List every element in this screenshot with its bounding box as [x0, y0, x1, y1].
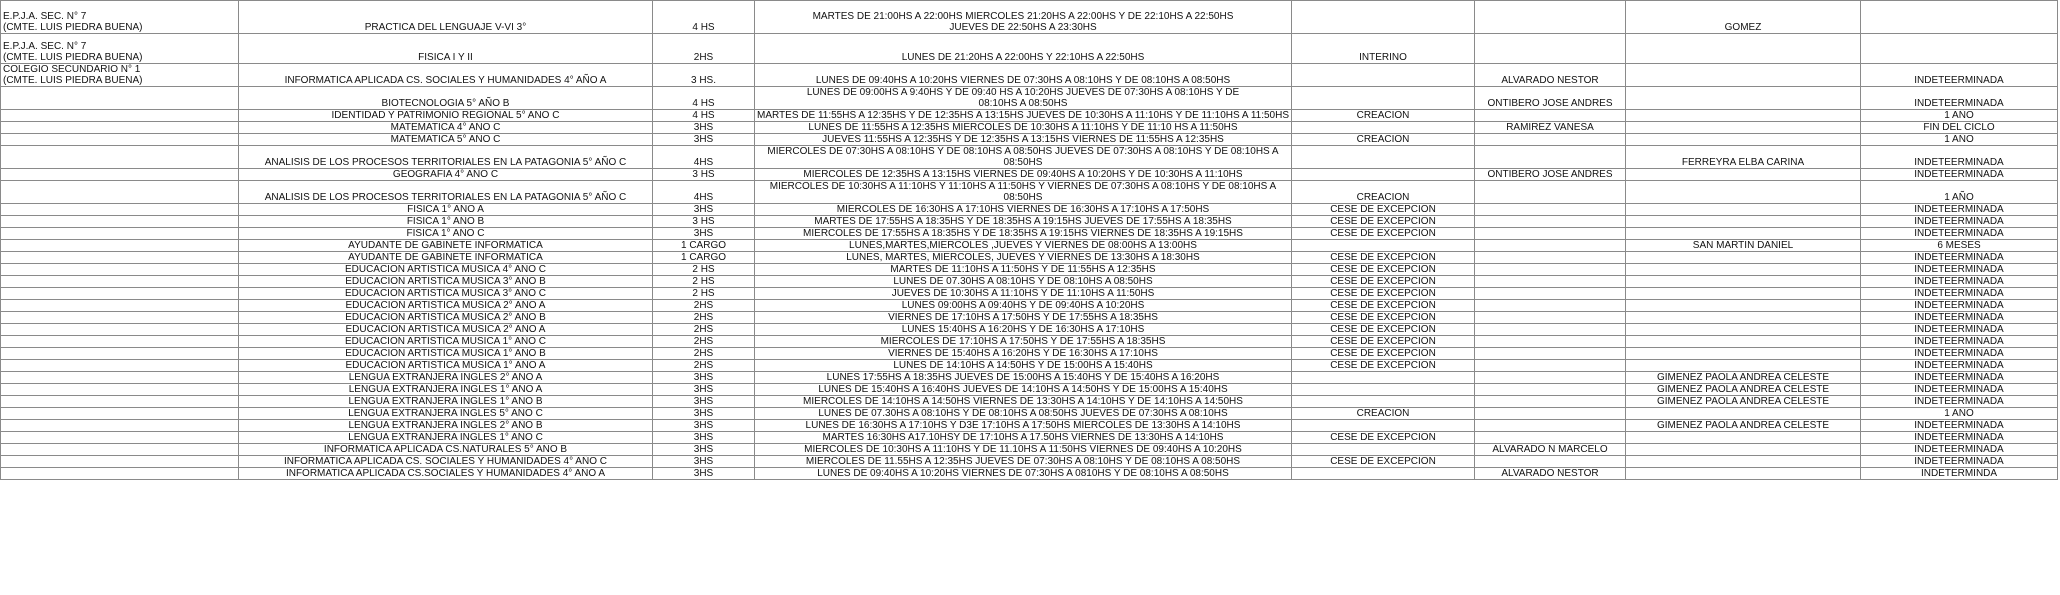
cell-term: INDETEERMINADA — [1861, 204, 2058, 216]
cell-schedule: LUNES, MARTES, MIERCOLES, JUEVES Y VIERNES DE 13:30HS A 18:30HS — [755, 252, 1292, 264]
cell-status: CESE DE EXCEPCION — [1292, 312, 1475, 324]
cell-school — [1, 456, 239, 468]
cell-subject: FISICA 1° AÑO C — [239, 228, 653, 240]
cell-hours: 2HS — [653, 34, 755, 64]
cell-hours: 4 HS — [653, 110, 755, 122]
cell-schedule: LUNES DE 16:30HS A 17:10HS Y D3E 17:10HS A 17:50HS MIERCOLES DE 13:30HS A 14:10HS — [755, 420, 1292, 432]
table-row — [1, 228, 2058, 240]
cell-person-alt — [1626, 348, 1861, 360]
cell-term: INDETEERMINADA — [1861, 216, 2058, 228]
cell-person-alt — [1626, 216, 1861, 228]
table-row — [1, 87, 2058, 110]
cell-subject: ANALISIS DE LOS PROCESOS TERRITORIALES EN LA PATAGONIA 5° AÑO C — [239, 181, 653, 204]
cell-hours: 3HS — [653, 384, 755, 396]
cell-person: ALVARADO NESTOR — [1475, 64, 1626, 87]
cell-schedule: MIERCOLES DE 12:35HS A 13:15HS VIERNES DE 09:40HS A 10:20HS Y DE 10:30HS A 11:10HS — [755, 169, 1292, 181]
cell-hours: 2HS — [653, 336, 755, 348]
table-row — [1, 336, 2058, 348]
cell-schedule: MARTES DE 17:55HS A 18:35HS Y DE 18:35HS A 19:15HS JUEVES DE 17:55HS A 18:35HS — [755, 216, 1292, 228]
cell-person-alt — [1626, 336, 1861, 348]
cell-term: INDETEERMINADA — [1861, 252, 2058, 264]
cell-subject: FISICA 1° AÑO B — [239, 216, 653, 228]
cell-subject: INFORMATICA APLICADA CS.NATURALES 5° AÑO B — [239, 444, 653, 456]
cell-subject: LENGUA EXTRANJERA INGLES 2° AÑO B — [239, 420, 653, 432]
cell-school — [1, 324, 239, 336]
cell-status — [1292, 420, 1475, 432]
table-row — [1, 276, 2058, 288]
cell-term: INDETEERMINADA — [1861, 324, 2058, 336]
cell-status: CESE DE EXCEPCION — [1292, 276, 1475, 288]
cell-status: CREACION — [1292, 408, 1475, 420]
cell-status — [1292, 372, 1475, 384]
cell-schedule: VIERNES DE 17:10HS A 17:50HS Y DE 17:55HS A 18:35HS — [755, 312, 1292, 324]
cell-person-alt — [1626, 34, 1861, 64]
cell-subject: LENGUA EXTRANJERA INGLES 1° AÑO A — [239, 384, 653, 396]
table-body — [1, 1, 2058, 480]
cell-school — [1, 252, 239, 264]
cell-term: INDETERMINDA — [1861, 468, 2058, 480]
cell-school — [1, 110, 239, 122]
cell-hours: 2HS — [653, 300, 755, 312]
cell-status: CESE DE EXCEPCION — [1292, 216, 1475, 228]
cell-subject: INFORMATICA APLICADA CS. SOCIALES Y HUMANIDADES 4° AÑO A — [239, 64, 653, 87]
cell-hours: 3HS — [653, 468, 755, 480]
cell-school — [1, 384, 239, 396]
cell-person-alt: GIMENEZ PAOLA ANDREA CELESTE — [1626, 396, 1861, 408]
cell-subject: AYUDANTE DE GABINETE INFORMATICA — [239, 252, 653, 264]
cell-person: ALVARADO NESTOR — [1475, 468, 1626, 480]
cell-hours: 3HS — [653, 420, 755, 432]
cell-schedule: MIERCOLES DE 11.55HS A 12:35HS JUEVES DE 07:30HS A 08:10HS Y DE 08:10HS A 08:50HS — [755, 456, 1292, 468]
cell-person-alt — [1626, 181, 1861, 204]
cell-subject: INFORMATICA APLICADA CS.SOCIALES Y HUMANIDADES 4° AÑO A — [239, 468, 653, 480]
cell-subject: GEOGRAFIA 4° AÑO C — [239, 169, 653, 181]
cell-term: INDETEERMINADA — [1861, 444, 2058, 456]
cell-hours: 3 HS. — [653, 64, 755, 87]
cell-school — [1, 360, 239, 372]
cell-school — [1, 288, 239, 300]
table-row — [1, 240, 2058, 252]
table-row — [1, 372, 2058, 384]
cell-term: INDETEERMINADA — [1861, 288, 2058, 300]
cell-person — [1475, 324, 1626, 336]
cell-schedule: LUNES DE 11:55HS A 12:35HS MIERCOLES DE 10:30HS A 11:10HS Y DE 11:10 HS A 11:50HS — [755, 122, 1292, 134]
cell-hours: 2 HS — [653, 264, 755, 276]
cell-schedule: MIERCOLES DE 10:30HS A 11:10HS Y DE 11.10HS A 11:50HS VIERNES DE 09:40HS A 10:20HS — [755, 444, 1292, 456]
cell-status: INTERINO — [1292, 34, 1475, 64]
cell-person — [1475, 252, 1626, 264]
cell-person-alt: GOMEZ — [1626, 1, 1861, 34]
table-row — [1, 216, 2058, 228]
table-row — [1, 456, 2058, 468]
cell-schedule: LUNES 17:55HS A 18:35HS JUEVES DE 15:00HS A 15:40HS Y DE 15:40HS A 16:20HS — [755, 372, 1292, 384]
cell-school — [1, 146, 239, 169]
cell-person — [1475, 456, 1626, 468]
cell-term: INDETEERMINADA — [1861, 336, 2058, 348]
cell-person — [1475, 216, 1626, 228]
cell-subject: MATEMATICA 5° AÑO C — [239, 134, 653, 146]
cell-status: CESE DE EXCEPCION — [1292, 288, 1475, 300]
cell-term — [1861, 1, 2058, 34]
cell-schedule: MIERCOLES DE 17:10HS A 17:50HS Y DE 17:55HS A 18:35HS — [755, 336, 1292, 348]
cell-person — [1475, 408, 1626, 420]
cell-schedule: LUNES DE 14:10HS A 14:50HS Y DE 15:00HS A 15:40HS — [755, 360, 1292, 372]
cell-person-alt — [1626, 432, 1861, 444]
cell-person-alt — [1626, 408, 1861, 420]
cell-schedule: MARTES DE 11:55HS A 12:35HS Y DE 12:35HS A 13:15HS JUEVES DE 10:30HS A 11:10HS Y DE 11:10HS A 11:50HS — [755, 110, 1292, 122]
cell-school — [1, 169, 239, 181]
cell-school — [1, 396, 239, 408]
cell-subject: EDUCACION ARTISTICA MUSICA 2° AÑO A — [239, 300, 653, 312]
cell-term: INDETEERMINADA — [1861, 87, 2058, 110]
cell-person-alt: FERREYRA ELBA CARINA — [1626, 146, 1861, 169]
cell-subject: IDENTIDAD Y PATRIMONIO REGIONAL 5° AÑO C — [239, 110, 653, 122]
table-row — [1, 264, 2058, 276]
cell-person-alt — [1626, 134, 1861, 146]
cell-person — [1475, 134, 1626, 146]
cell-subject: EDUCACION ARTISTICA MUSICA 2° AÑO A — [239, 324, 653, 336]
cell-term: INDETEERMINADA — [1861, 396, 2058, 408]
cell-schedule: MARTES DE 21:00HS A 22:00HS MIERCOLES 21:20HS A 22:00HS Y DE 22:10HS A 22:50HS JUEVES DE 22:50HS A 23:30HS — [755, 1, 1292, 34]
cell-subject: EDUCACION ARTISTICA MUSICA 3° AÑO C — [239, 288, 653, 300]
cell-person — [1475, 372, 1626, 384]
cell-person-alt — [1626, 468, 1861, 480]
cell-person-alt — [1626, 288, 1861, 300]
cell-status — [1292, 396, 1475, 408]
cell-hours: 1 CARGO — [653, 240, 755, 252]
cell-status: CESE DE EXCEPCION — [1292, 264, 1475, 276]
cell-schedule: LUNES,MARTES,MIERCOLES ,JUEVES Y VIERNES DE 08:00HS A 13:00HS — [755, 240, 1292, 252]
cell-status: CESE DE EXCEPCION — [1292, 336, 1475, 348]
cell-hours: 4HS — [653, 146, 755, 169]
cell-status: CESE DE EXCEPCION — [1292, 252, 1475, 264]
cell-subject: MATEMATICA 4° AÑO C — [239, 122, 653, 134]
cell-person: ONTIBERO JOSE ANDRES — [1475, 87, 1626, 110]
cell-hours: 3HS — [653, 228, 755, 240]
cell-school — [1, 312, 239, 324]
table-row — [1, 1, 2058, 34]
cell-term: 1 AÑO — [1861, 110, 2058, 122]
table-row — [1, 146, 2058, 169]
cell-schedule: MIERCOLES DE 14:10HS A 14:50HS VIERNES DE 13:30HS A 14:10HS Y DE 14:10HS A 14:50HS — [755, 396, 1292, 408]
cell-person — [1475, 336, 1626, 348]
cell-school — [1, 348, 239, 360]
cell-person-alt — [1626, 122, 1861, 134]
cell-schedule: VIERNES DE 15:40HS A 16:20HS Y DE 16:30HS A 17:10HS — [755, 348, 1292, 360]
cell-person — [1475, 276, 1626, 288]
cell-status — [1292, 468, 1475, 480]
cell-subject: EDUCACION ARTISTICA MUSICA 4° AÑO C — [239, 264, 653, 276]
cell-status: CREACION — [1292, 134, 1475, 146]
cell-person-alt — [1626, 252, 1861, 264]
table-row — [1, 420, 2058, 432]
cell-school — [1, 276, 239, 288]
cell-subject: LENGUA EXTRANJERA INGLES 1° AÑO C — [239, 432, 653, 444]
cell-schedule: LUNES DE 07.30HS A 08:10HS Y DE 08:10HS A 08:50HS JUEVES DE 07:30HS A 08:10HS — [755, 408, 1292, 420]
cell-term: INDETEERMINADA — [1861, 228, 2058, 240]
cell-schedule: JUEVES DE 10:30HS A 11:10HS Y DE 11:10HS A 11:50HS — [755, 288, 1292, 300]
cell-status — [1292, 169, 1475, 181]
cell-person-alt — [1626, 456, 1861, 468]
cell-term: INDETEERMINADA — [1861, 264, 2058, 276]
table-row — [1, 444, 2058, 456]
cell-person-alt — [1626, 64, 1861, 87]
cell-term: INDETEERMINADA — [1861, 360, 2058, 372]
cell-term: INDETEERMINADA — [1861, 372, 2058, 384]
cell-term — [1861, 34, 2058, 64]
cell-person — [1475, 288, 1626, 300]
cell-term: INDETEERMINADA — [1861, 300, 2058, 312]
table-row — [1, 408, 2058, 420]
cell-term: INDETEERMINADA — [1861, 312, 2058, 324]
cell-term: INDETEERMINADA — [1861, 432, 2058, 444]
cell-person — [1475, 348, 1626, 360]
cell-hours: 2 HS — [653, 276, 755, 288]
cell-person-alt: GIMENEZ PAOLA ANDREA CELESTE — [1626, 384, 1861, 396]
cell-person-alt — [1626, 360, 1861, 372]
cell-school — [1, 336, 239, 348]
cell-person — [1475, 396, 1626, 408]
cell-person-alt — [1626, 324, 1861, 336]
cell-person-alt: GIMENEZ PAOLA ANDREA CELESTE — [1626, 372, 1861, 384]
cell-person — [1475, 110, 1626, 122]
cell-status: CESE DE EXCEPCION — [1292, 228, 1475, 240]
cell-subject: LENGUA EXTRANJERA INGLES 1° AÑO B — [239, 396, 653, 408]
cell-school — [1, 204, 239, 216]
cell-subject: FISICA I Y II — [239, 34, 653, 64]
cell-hours: 1 CARGO — [653, 252, 755, 264]
cell-term: INDETEERMINADA — [1861, 146, 2058, 169]
cell-school — [1, 87, 239, 110]
cell-status: CESE DE EXCEPCION — [1292, 324, 1475, 336]
cell-hours: 3HS — [653, 444, 755, 456]
cell-status — [1292, 122, 1475, 134]
cell-person: RAMIREZ VANESA — [1475, 122, 1626, 134]
cell-person — [1475, 300, 1626, 312]
cell-schedule: MIERCOLES DE 10:30HS A 11:10HS Y 11:10HS A 11:50HS Y VIERNES DE 07:30HS A 08:10HS Y DE 08:10HS A 08:50HS — [755, 181, 1292, 204]
table-row — [1, 252, 2058, 264]
cell-hours: 3 HS — [653, 169, 755, 181]
cell-hours: 2HS — [653, 348, 755, 360]
cell-person-alt — [1626, 276, 1861, 288]
table-row — [1, 432, 2058, 444]
cell-school: E.P.J.A. SEC. N° 7 (CMTE. LUIS PIEDRA BUENA) — [1, 34, 239, 64]
cell-term: INDETEERMINADA — [1861, 169, 2058, 181]
cell-subject: ANALISIS DE LOS PROCESOS TERRITORIALES EN LA PATAGONIA 5° AÑO C — [239, 146, 653, 169]
cell-subject: LENGUA EXTRANJERA INGLES 2° AÑO A — [239, 372, 653, 384]
cell-term: INDETEERMINADA — [1861, 456, 2058, 468]
cell-person — [1475, 240, 1626, 252]
cell-school — [1, 240, 239, 252]
cell-status — [1292, 1, 1475, 34]
cell-subject: PRACTICA DEL LENGUAJE V-VI 3° — [239, 1, 653, 34]
cell-hours: 4 HS — [653, 1, 755, 34]
cell-status: CESE DE EXCEPCION — [1292, 300, 1475, 312]
cell-person — [1475, 420, 1626, 432]
cell-person-alt — [1626, 444, 1861, 456]
cell-person-alt: SAN MARTIN DANIEL — [1626, 240, 1861, 252]
cell-hours: 4 HS — [653, 87, 755, 110]
cell-person-alt — [1626, 312, 1861, 324]
cell-schedule: LUNES DE 09:00HS A 9:40HS Y DE 09:40 HS A 10:20HS JUEVES DE 07:30HS A 08:10HS Y DE 08:10HS A 08:50HS — [755, 87, 1292, 110]
cell-status — [1292, 64, 1475, 87]
table-row — [1, 348, 2058, 360]
cell-subject: INFORMATICA APLICADA CS. SOCIALES Y HUMANIDADES 4° AÑO C — [239, 456, 653, 468]
cell-status: CESE DE EXCEPCION — [1292, 204, 1475, 216]
table-row — [1, 396, 2058, 408]
cell-term: INDETEERMINADA — [1861, 276, 2058, 288]
cell-school — [1, 420, 239, 432]
cell-hours: 3HS — [653, 432, 755, 444]
cell-schedule: LUNES DE 15:40HS A 16:40HS JUEVES DE 14:10HS A 14:50HS Y DE 15:00HS A 15:40HS — [755, 384, 1292, 396]
cell-status: CREACION — [1292, 110, 1475, 122]
cell-schedule: MIERCOLES DE 16:30HS A 17:10HS VIERNES DE 16:30HS A 17:10HS A 17:50HS — [755, 204, 1292, 216]
cell-term: 6 MESES — [1861, 240, 2058, 252]
cell-school — [1, 264, 239, 276]
cell-status: CESE DE EXCEPCION — [1292, 360, 1475, 372]
cell-term: 1 AÑO — [1861, 134, 2058, 146]
cell-person — [1475, 312, 1626, 324]
cell-status: CESE DE EXCEPCION — [1292, 348, 1475, 360]
table-row — [1, 204, 2058, 216]
cell-person-alt — [1626, 228, 1861, 240]
table-row — [1, 110, 2058, 122]
cell-term: INDETEERMINADA — [1861, 420, 2058, 432]
cell-person: ONTIBERO JOSE ANDRES — [1475, 169, 1626, 181]
cell-school — [1, 216, 239, 228]
table-row — [1, 384, 2058, 396]
cell-subject: AYUDANTE DE GABINETE INFORMATICA — [239, 240, 653, 252]
cell-term: 1 AÑO — [1861, 181, 2058, 204]
cell-schedule: LUNES DE 07.30HS A 08:10HS Y DE 08:10HS A 08:50HS — [755, 276, 1292, 288]
cell-school — [1, 228, 239, 240]
cell-subject: EDUCACION ARTISTICA MUSICA 2° AÑO B — [239, 312, 653, 324]
cell-hours: 3HS — [653, 122, 755, 134]
cell-status: CESE DE EXCEPCION — [1292, 456, 1475, 468]
cell-hours: 2HS — [653, 312, 755, 324]
cell-hours: 3HS — [653, 134, 755, 146]
cell-hours: 4HS — [653, 181, 755, 204]
cell-person — [1475, 146, 1626, 169]
cell-school — [1, 134, 239, 146]
cell-person — [1475, 228, 1626, 240]
cell-school — [1, 122, 239, 134]
table-row — [1, 181, 2058, 204]
table-row — [1, 288, 2058, 300]
cell-person — [1475, 264, 1626, 276]
cell-person-alt — [1626, 204, 1861, 216]
table-row — [1, 169, 2058, 181]
cell-status: CREACION — [1292, 181, 1475, 204]
cell-hours: 2HS — [653, 360, 755, 372]
cell-school — [1, 300, 239, 312]
cell-term: 1 AÑO — [1861, 408, 2058, 420]
cell-person-alt — [1626, 300, 1861, 312]
cell-schedule: LUNES DE 09:40HS A 10:20HS VIERNES DE 07:30HS A 08:10HS Y DE 08:10HS A 08:50HS — [755, 64, 1292, 87]
cell-schedule: MIERCOLES DE 07:30HS A 08:10HS Y DE 08:10HS A 08:50HS JUEVES DE 07:30HS A 08:10HS Y DE 08:10HS A 08:50HS — [755, 146, 1292, 169]
cell-hours: 2HS — [653, 324, 755, 336]
cell-subject: FISICA 1° AÑO A — [239, 204, 653, 216]
cell-hours: 3HS — [653, 372, 755, 384]
cell-person-alt — [1626, 110, 1861, 122]
cell-person-alt: GIMENEZ PAOLA ANDREA CELESTE — [1626, 420, 1861, 432]
cell-person — [1475, 360, 1626, 372]
cell-subject: EDUCACION ARTISTICA MUSICA 1° AÑO C — [239, 336, 653, 348]
table-row — [1, 324, 2058, 336]
cell-hours: 2 HS — [653, 288, 755, 300]
cell-status — [1292, 87, 1475, 110]
table-row — [1, 34, 2058, 64]
cell-status — [1292, 444, 1475, 456]
cell-school — [1, 468, 239, 480]
cell-term: INDETEERMINADA — [1861, 348, 2058, 360]
cell-status — [1292, 240, 1475, 252]
cell-subject: EDUCACION ARTISTICA MUSICA 1° AÑO B — [239, 348, 653, 360]
cell-subject: LENGUA EXTRANJERA INGLES 5° AÑO C — [239, 408, 653, 420]
cell-schedule: JUEVES 11:55HS A 12:35HS Y DE 12:35HS A 13:15HS VIERNES DE 11:55HS A 12:35HS — [755, 134, 1292, 146]
cell-person-alt — [1626, 264, 1861, 276]
cell-status — [1292, 146, 1475, 169]
table-row — [1, 360, 2058, 372]
cell-school: E.P.J.A. SEC. N° 7 (CMTE. LUIS PIEDRA BUENA) — [1, 1, 239, 34]
cell-person — [1475, 34, 1626, 64]
cell-status: CESE DE EXCEPCION — [1292, 432, 1475, 444]
cell-school — [1, 408, 239, 420]
cell-person — [1475, 204, 1626, 216]
table-row — [1, 312, 2058, 324]
table-row — [1, 134, 2058, 146]
cell-hours: 3 HS — [653, 216, 755, 228]
cell-hours: 3HS — [653, 396, 755, 408]
cell-subject: EDUCACION ARTISTICA MUSICA 1° AÑO A — [239, 360, 653, 372]
cell-hours: 3HS — [653, 204, 755, 216]
cell-schedule: LUNES DE 21:20HS A 22:00HS Y 22:10HS A 22:50HS — [755, 34, 1292, 64]
table-row — [1, 468, 2058, 480]
cell-hours: 3HS — [653, 408, 755, 420]
table-row — [1, 122, 2058, 134]
cell-person — [1475, 384, 1626, 396]
cell-schedule: MARTES DE 11:10HS A 11:50HS Y DE 11:55HS A 12:35HS — [755, 264, 1292, 276]
cell-school — [1, 181, 239, 204]
cell-person: ALVARADO N MARCELO — [1475, 444, 1626, 456]
cell-subject: BIOTECNOLOGIA 5° AÑO B — [239, 87, 653, 110]
cell-person-alt — [1626, 87, 1861, 110]
cell-schedule: LUNES 09:00HS A 09:40HS Y DE 09:40HS A 10:20HS — [755, 300, 1292, 312]
table-row — [1, 300, 2058, 312]
cell-schedule: LUNES DE 09:40HS A 10:20HS VIERNES DE 07:30HS A 0810HS Y DE 08:10HS A 08:50HS — [755, 468, 1292, 480]
cell-school — [1, 444, 239, 456]
cell-school — [1, 432, 239, 444]
cell-term: INDETEERMINADA — [1861, 384, 2058, 396]
cell-term: FIN DEL CICLO — [1861, 122, 2058, 134]
cell-school: COLEGIO SECUNDARIO N° 1 (CMTE. LUIS PIEDRA BUENA) — [1, 64, 239, 87]
cell-person — [1475, 1, 1626, 34]
cell-status — [1292, 384, 1475, 396]
cell-person — [1475, 181, 1626, 204]
table-row — [1, 64, 2058, 87]
cell-schedule: MARTES 16:30HS A17.10HSY DE 17:10HS A 17.50HS VIERNES DE 13:30HS A 14:10HS — [755, 432, 1292, 444]
cell-schedule: LUNES 15:40HS A 16:20HS Y DE 16:30HS A 17:10HS — [755, 324, 1292, 336]
cell-subject: EDUCACION ARTISTICA MUSICA 3° AÑO B — [239, 276, 653, 288]
cell-person — [1475, 432, 1626, 444]
cell-schedule: MIERCOLES DE 17:55HS A 18:35HS Y DE 18:35HS A 19:15HS VIERNES DE 18:35HS A 19:15HS — [755, 228, 1292, 240]
cell-term: INDETEERMINADA — [1861, 64, 2058, 87]
cell-person-alt — [1626, 169, 1861, 181]
cell-school — [1, 372, 239, 384]
cell-hours: 3HS — [653, 456, 755, 468]
